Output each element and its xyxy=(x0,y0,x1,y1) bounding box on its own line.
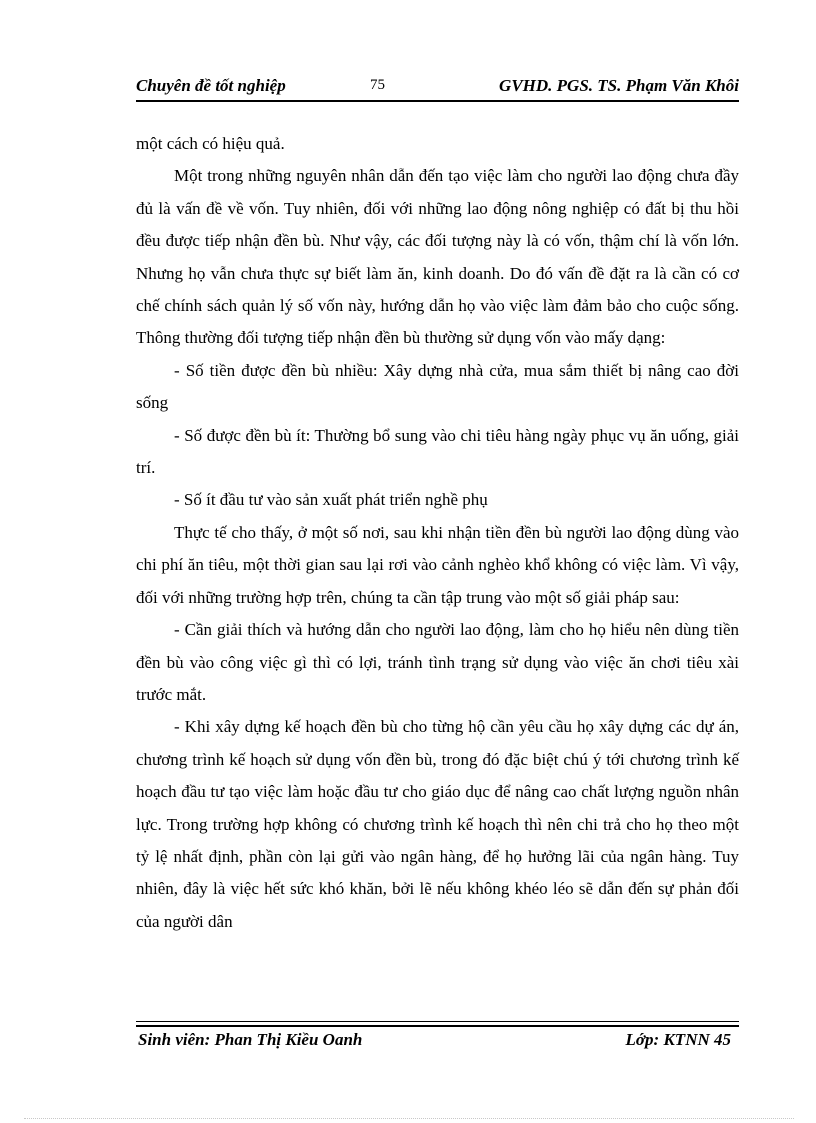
list-item: - Số tiền được đền bù nhiều: Xây dựng nhà cửa, mua sắm thiết bị nâng cao đời sống xyxy=(136,360,739,413)
list-item: - Số ít đầu tư vào sản xuất phát triển nghề phụ xyxy=(174,490,488,510)
page-edge xyxy=(24,1118,794,1119)
student-name: Sinh viên: Phan Thị Kiều Oanh xyxy=(138,1030,363,1049)
page-footer xyxy=(136,1028,739,1052)
list-item: - Số được đền bù ít: Thường bổ sung vào chi tiêu hàng ngày phục vụ ăn uống, giải trí. xyxy=(136,425,739,478)
list-item: - Cần giải thích và hướng dẫn cho người lao động, làm cho họ hiểu nên dùng tiền đền bù vào công việc gì thì có lợi, tránh tình trạng sử dụng vào việc ăn chơi tiêu xài trước mắt. xyxy=(136,620,739,704)
page-number: 75 xyxy=(370,77,385,93)
advisor-name: GVHD. PGS. TS. Phạm Văn Khôi xyxy=(499,76,739,95)
page-header xyxy=(136,74,739,102)
class-name: Lớp: KTNN 45 xyxy=(625,1030,731,1049)
paragraph: Một trong những nguyên nhân dẫn đến tạo việc làm cho người lao động chưa đầy đủ là vấn đề về vốn. Tuy nhiên, đối với những lao động nông nghiệp có đất bị thu hồi đều được tiếp nhận đền bù. Như vậy, các đối tượng này là có vốn, thậm chí là vốn lớn. Nhưng họ vẫn chưa thực sự biết làm ăn, kinh doanh. Do đó vấn đề đặt ra là cần có cơ chế chính sách quản lý số vốn này, hướng dẫn họ vào việc làm đảm bảo cho cuộc sống. Thông thường đối tượng tiếp nhận đền bù thường sử dụng vốn vào mấy dạng: xyxy=(136,166,739,348)
footer-divider xyxy=(136,1025,739,1027)
footer-divider xyxy=(136,1021,739,1022)
body-text xyxy=(136,128,739,938)
paragraph: Thực tế cho thấy, ở một số nơi, sau khi nhận tiền đền bù người lao động dùng vào chi phí ăn tiêu, một thời gian sau lại rơi vào cảnh nghèo khổ không có việc làm. Vì vậy, đối với những trường hợp trên, chúng ta cần tập trung vào một số giải pháp sau: xyxy=(136,522,739,607)
document-title: Chuyên đề tốt nghiệp xyxy=(136,76,286,95)
paragraph-continuation: một cách có hiệu quả. xyxy=(136,134,285,153)
list-item: - Khi xây dựng kế hoạch đền bù cho từng hộ cần yêu cầu họ xây dựng các dự án, chương trình kế hoạch sử dụng vốn đền bù, trong đó đặc biệt chú ý tới chương trình kế hoạch đầu tư tạo việc làm hoặc đầu tư cho giáo dục để nâng cao chất lượng nguồn nhân lực. Trong trường hợp không có chương trình kế hoạch thì nên chi trả cho họ theo một tỷ lệ nhất định, phần còn lại gửi vào ngân hàng, để họ hưởng lãi của ngân hàng. Tuy nhiên, đây là việc hết sức khó khăn, bởi lẽ nếu không khéo léo sẽ dẫn đến sự phản đối của người dân xyxy=(136,717,739,931)
